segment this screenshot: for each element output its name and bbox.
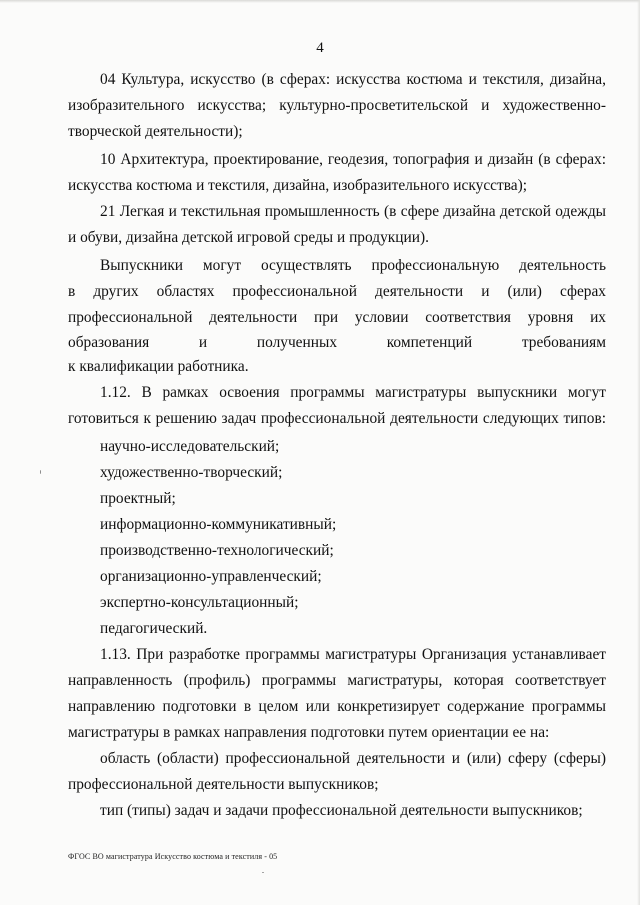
section-1-12-heading: 1.12. В рамках освоения программы магистратуры выпускники могут: [100, 384, 606, 401]
text-line: профессиональной деятельности при условии соответствия уровня их: [68, 309, 606, 326]
footer-note: ФГОС ВО магистратура Искусство костюма и текстиля - 05: [68, 852, 278, 861]
text-line: область (области) профессиональной деятельности и (или) сферу (сферы): [100, 750, 606, 767]
text-line: к квалификации работника.: [68, 358, 249, 375]
text-line: творческой деятельности);: [68, 123, 243, 140]
text-line: 04 Культура, искусство (в сферах: искусства костюма и текстиля, дизайна,: [100, 71, 606, 88]
text-line: изобразительного искусства; культурно-просветительской и художественно-: [68, 97, 606, 114]
text-line: направлению подготовки в целом или конкретизирует содержание программы: [68, 698, 606, 715]
text-line: магистратуры в рамках направления подготовки путем ориентации ее на:: [68, 724, 550, 741]
text-line: 10 Архитектура, проектирование, геодезия, топография и дизайн (в сферах:: [100, 151, 606, 168]
section-1-13-heading: 1.13. При разработке программы магистратуры Организация устанавливает: [100, 646, 606, 663]
list-item: организационно-управленческий;: [100, 568, 322, 585]
list-item: научно-исследовательский;: [100, 438, 280, 455]
scan-speck: [40, 470, 41, 474]
scan-shadow-top: [0, 0, 640, 3]
scan-speck: [262, 872, 264, 873]
text-line: искусства костюма и текстиля, дизайна, изобразительного искусства);: [68, 177, 528, 194]
text-line: образования и полученных компетенций требованиям: [68, 334, 606, 351]
page-number: 4: [316, 40, 324, 56]
list-item: проектный;: [100, 490, 176, 507]
text-line: направленность (профиль) программы магистратуры, которая соответствует: [68, 672, 606, 689]
text-line: и обуви, дизайна детской игровой среды и продукции).: [68, 229, 429, 246]
list-item: экспертно-консультационный;: [100, 594, 299, 611]
text-line: Выпускники могут осуществлять профессиональную деятельность: [100, 257, 606, 274]
text-line: готовиться к решению задач профессиональной деятельности следующих типов:: [68, 410, 606, 427]
text-line: 21 Легкая и текстильная промышленность (в сфере дизайна детской одежды: [100, 203, 606, 220]
list-item: художественно-творческий;: [100, 464, 283, 481]
list-item: производственно-технологический;: [100, 542, 334, 559]
list-item: информационно-коммуникативный;: [100, 516, 337, 533]
text-line: профессиональной деятельности выпускников;: [68, 776, 379, 793]
text-line: тип (типы) задач и задачи профессиональной деятельности выпускников;: [100, 802, 583, 819]
list-item: педагогический.: [100, 620, 208, 637]
text-line: в других областях профессиональной деятельности и (или) сферах: [68, 283, 606, 300]
